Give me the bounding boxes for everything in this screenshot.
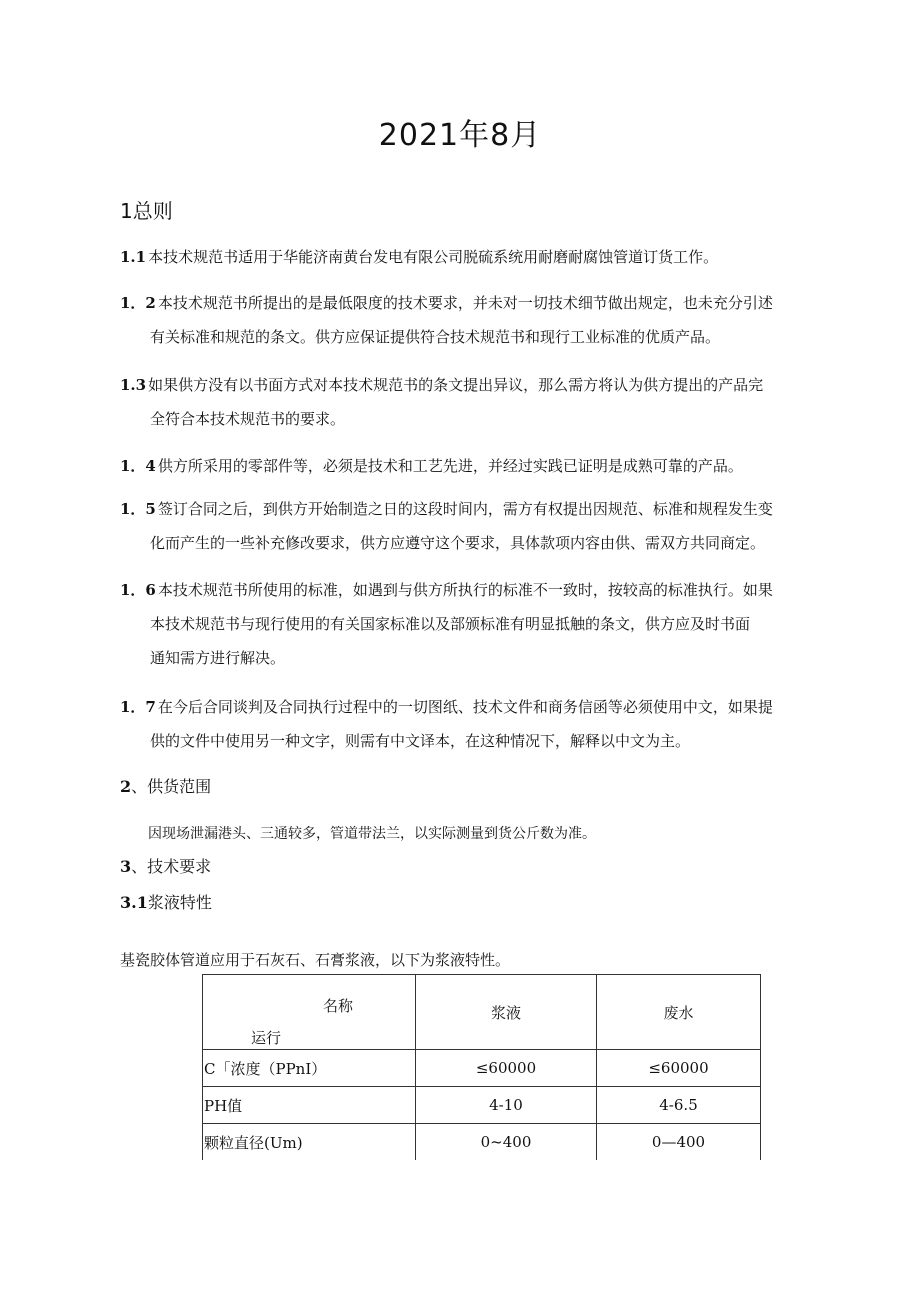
clause-1-5: [120, 492, 860, 560]
clause-continuation: 全符合本技术规范书的要求。: [150, 410, 346, 428]
section2-heading: [120, 773, 211, 801]
clause-number: 1.1: [120, 248, 147, 266]
slurry-value: 4-10: [416, 1087, 597, 1124]
clause-text: 供方所采用的零部件等，必须是技术和工艺先进，并经过实践已证明是成熟可靠的产品。: [157, 457, 743, 475]
section-number: 3: [120, 857, 132, 876]
section-title: 、供货范围: [131, 777, 212, 796]
clause-text: 在今后合同谈判及合同执行过程中的一切图纸、技术文件和商务信函等必须使用中文，如果提: [157, 698, 773, 716]
header-name-label: 名称: [323, 997, 354, 1015]
date-title: 2021年8月: [378, 118, 542, 153]
slurry-value: 0~400: [416, 1124, 597, 1161]
clause-number: 1．2: [120, 294, 156, 312]
clause-1-6: [120, 573, 860, 675]
slurry-value: ≤60000: [416, 1050, 597, 1087]
table-row: [203, 1087, 761, 1124]
section3-1-heading: [120, 889, 212, 917]
clause-continuation: 供的文件中使用另一种文字，则需有中文译本，在这种情况下，解释以中文为主。: [150, 732, 691, 750]
section-number: 3.1: [120, 893, 148, 912]
wastewater-value: ≤60000: [597, 1050, 761, 1087]
wastewater-value: 4-6.5: [597, 1087, 761, 1124]
wastewater-value: 0—400: [597, 1124, 761, 1161]
row-label: PH值: [203, 1087, 416, 1124]
clause-continuation: 通知需方进行解决。: [150, 649, 286, 667]
table-row: [203, 1050, 761, 1087]
header-operation-label: 运行: [251, 1029, 282, 1047]
clause-number: 1.3: [120, 376, 147, 394]
slurry-properties-table: [202, 974, 761, 1160]
section-number: 2: [120, 777, 132, 796]
row-label: C「浓度（PPnI）: [203, 1050, 416, 1087]
header-slurry: 浆液: [416, 975, 597, 1050]
clause-number: 1．7: [120, 698, 156, 716]
clause-1-3: [120, 368, 860, 436]
table-header-row: [203, 975, 761, 1050]
section-title: 、技术要求: [131, 857, 212, 876]
clause-text: 本技术规范书所提出的是最低限度的技术要求，并未对一切技术细节做出规定，也未充分引述: [157, 294, 773, 312]
clause-number: 1．4: [120, 457, 156, 475]
clause-number: 1．5: [120, 500, 156, 518]
section2-body: 因现场泄漏港头、三通较多，管道带法兰，以实际测量到货公斤数为准。: [148, 826, 596, 842]
clause-continuation: 化而产生的一些补充修改要求，供方应遵守这个要求，具体款项内容由供、需双方共同商定。: [150, 534, 766, 552]
section1-heading: 1总则: [120, 199, 173, 223]
section3-heading: [120, 853, 211, 881]
clause-1-7: [120, 690, 860, 758]
table-row: [203, 1124, 761, 1161]
section-title: 浆液特性: [147, 893, 212, 912]
clause-1-2: [120, 286, 860, 354]
row-label: 颗粒直径(Um): [203, 1124, 416, 1161]
header-wastewater: 废水: [597, 975, 761, 1050]
clause-1-1: [120, 240, 860, 274]
clause-text: 本技术规范书适用于华能济南黄台发电有限公司脱硫系统用耐磨耐腐蚀管道订货工作。: [148, 248, 719, 266]
clause-text: 签订合同之后，到供方开始制造之日的这段时间内，需方有权提出因规范、标准和规程发生变: [157, 500, 773, 518]
clause-1-4: [120, 449, 860, 483]
clause-continuation: 本技术规范书与现行使用的有关国家标准以及部颁标准有明显抵触的条文，供方应及时书面: [150, 615, 751, 633]
clause-continuation: 有关标准和规范的条文。供方应保证提供符合技术规范书和现行工业标准的优质产品。: [150, 328, 721, 346]
clause-number: 1．6: [120, 581, 156, 599]
section3-intro: 基瓷胶体管道应用于石灰石、石膏浆液，以下为浆液特性。: [120, 951, 511, 969]
clause-text: 如果供方没有以书面方式对本技术规范书的条文提出异议，那么需方将认为供方提出的产品完: [148, 376, 764, 394]
table-header-diagonal-cell: [203, 975, 416, 1050]
clause-text: 本技术规范书所使用的标准，如遇到与供方所执行的标准不一致时，按较高的标准执行。如果: [157, 581, 773, 599]
